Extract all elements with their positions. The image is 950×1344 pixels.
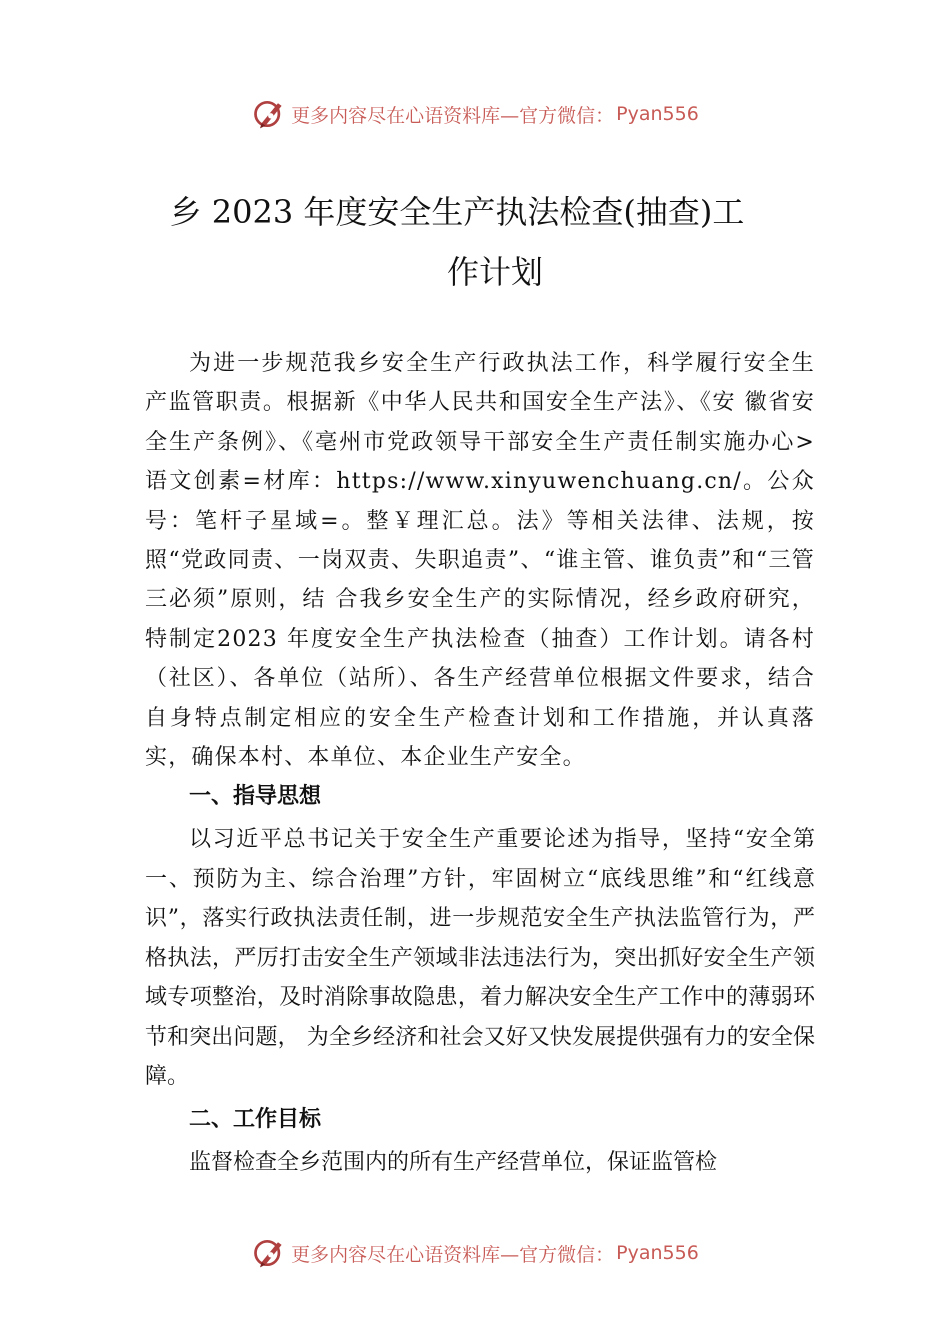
watermark-text: 更多内容尽在心语资料库—官方微信： xyxy=(291,104,615,127)
watermark-code: Pyan556 xyxy=(616,1242,699,1264)
watermark-banner-top xyxy=(0,94,950,134)
work-goals-paragraph: 监督检查全乡范围内的所有生产经营单位，保证监管检 xyxy=(189,1150,718,1176)
pen-logo-icon xyxy=(251,1235,287,1271)
intro-paragraph: 为进一步规范我乡安全生产行政执法工作，科学履行安全生产监管职责。根据新《中华人民共和国安全生产法》、《安 徽省安全生产条例》、《亳州市党政领导干部安全生产责任制实施办心>语文创素=材库：https://www.xinyuwenchuang.cn/。公众号：笔杆子星域=。整￥理汇总。法》等相关法律、法规，按照“党政同责、一岗双责、失职追责”、“谁主管、谁负责”和“三管三必须”原则，结 合我乡安全生产的实际情况，经乡政府研究，特制定2023 年度安全生产执法检查（抽查）工作计划。请各村（社区）、各单位（站所）、各生产经营单位根据文件要求，结合自身特点制定相应的安全生产检查计划和工作措施，并认真落实，确保本村、本单位、本企业生产安全。 xyxy=(145,351,815,771)
document-body xyxy=(145,344,815,1183)
guiding-thought-paragraph: 以习近平总书记关于安全生产重要论述为指导，坚持“安全第一、预防为主、综合治理”方针，牢固树立“底线思维”和“红线意识”，落实行政执法责任制，进一步规范安全生产执法监管行为，严格执法，严厉打击安全生产领域非法违法行为，突出抓好安全生产领域专项整治，及时消除事故隐患，着力解决安全生产工作中的薄弱环节和突出问题， 为全乡经济和社会又好又快发展提供强有力的安全保障。 xyxy=(145,827,815,1089)
watermark-text: 更多内容尽在心语资料库—官方微信： xyxy=(291,1243,615,1266)
watermark-code: Pyan556 xyxy=(616,103,699,125)
pen-logo-icon xyxy=(251,96,287,132)
watermark-banner-bottom xyxy=(0,1233,950,1273)
section-heading-work-goals: 二、工作目标 xyxy=(189,1107,322,1133)
document-title-line1: 乡 2023 年度安全生产执法检查(抽查)工 xyxy=(169,193,745,231)
section-heading-guiding-thought: 一、指导思想 xyxy=(189,784,322,810)
document-title-line2: 作计划 xyxy=(446,253,543,291)
